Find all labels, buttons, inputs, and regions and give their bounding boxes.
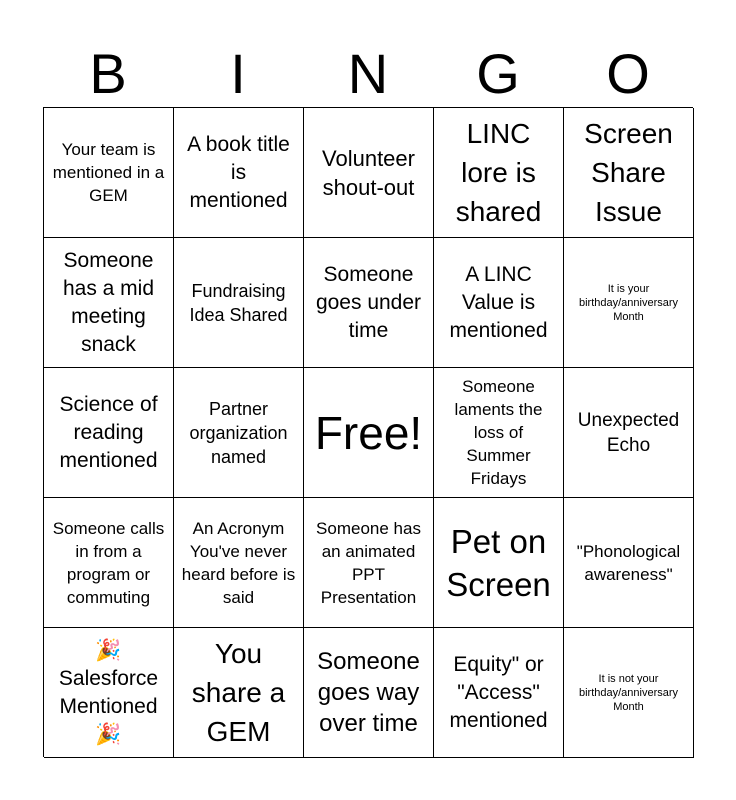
cell-text: An Acronym You've never heard before is said xyxy=(181,518,296,607)
bingo-cell-r1-c1[interactable] xyxy=(44,108,174,238)
cell-text: Someone laments the loss of Summer Fridays xyxy=(454,377,543,488)
cell-text: It is your birthday/anniversary Month xyxy=(578,282,679,323)
cell-text: Screen Share Issue xyxy=(584,118,673,227)
cell-text: Someone has a mid meeting snack xyxy=(62,248,155,356)
bingo-cell-r2-c2[interactable] xyxy=(174,238,304,368)
cell-text: Someone has an animated PPT Presentation xyxy=(316,518,421,607)
cell-text: Partner organization named xyxy=(189,398,288,467)
header-letter-o: O xyxy=(606,42,650,105)
bingo-cell-r1-c5[interactable] xyxy=(564,108,694,238)
header-letter-i: I xyxy=(230,42,246,105)
bingo-cell-r1-c4[interactable] xyxy=(434,108,564,238)
cell-text: Science of reading mentioned xyxy=(59,392,158,472)
cell-text: LINC lore is shared xyxy=(455,118,542,227)
cell-text: It is not your birthday/anniversary Month xyxy=(578,672,679,713)
cell-text: Equity" or "Access" mentioned xyxy=(449,652,548,732)
bingo-cell-r5-c3[interactable] xyxy=(304,628,434,758)
cell-text: A LINC Value is mentioned xyxy=(449,262,548,342)
header-letter-g: G xyxy=(476,42,520,105)
bingo-cell-r2-c1[interactable] xyxy=(44,238,174,368)
bingo-cell-r4-c4[interactable] xyxy=(434,498,564,628)
bingo-cell-r3-c5[interactable] xyxy=(564,368,694,498)
cell-text: "Phonological awareness" xyxy=(576,541,681,584)
bingo-cell-r1-c2[interactable] xyxy=(174,108,304,238)
cell-text: Someone goes way over time xyxy=(317,648,420,737)
cell-text: Fundraising Idea Shared xyxy=(189,280,288,325)
cell-text: 🎉 Salesforce Mentioned 🎉 xyxy=(58,638,159,746)
bingo-cell-r5-c2[interactable] xyxy=(174,628,304,758)
cell-text: Pet on Screen xyxy=(446,522,551,603)
bingo-cell-r1-c3[interactable] xyxy=(304,108,434,238)
cell-text: You share a GEM xyxy=(191,638,286,747)
cell-text: Someone calls in from a program or commuting xyxy=(52,518,165,607)
bingo-cell-r4-c3[interactable] xyxy=(304,498,434,628)
header-letter-n: N xyxy=(347,42,389,105)
bingo-cell-r3-c1[interactable] xyxy=(44,368,174,498)
bingo-cell-r2-c3[interactable] xyxy=(304,238,434,368)
bingo-header xyxy=(43,40,693,108)
bingo-cell-r4-c1[interactable] xyxy=(44,498,174,628)
bingo-grid xyxy=(43,107,693,757)
bingo-cell-r4-c5[interactable] xyxy=(564,498,694,628)
cell-text: Someone goes under time xyxy=(315,262,422,342)
cell-text: A book title is mentioned xyxy=(187,132,290,212)
bingo-cell-r3-c4[interactable] xyxy=(434,368,564,498)
bingo-cell-r3-c3[interactable] xyxy=(304,368,434,498)
bingo-cell-r5-c4[interactable] xyxy=(434,628,564,758)
bingo-cell-r2-c5[interactable] xyxy=(564,238,694,368)
bingo-cell-r4-c2[interactable] xyxy=(174,498,304,628)
bingo-cell-r5-c1[interactable] xyxy=(44,628,174,758)
bingo-cell-r5-c5[interactable] xyxy=(564,628,694,758)
bingo-cell-r2-c4[interactable] xyxy=(434,238,564,368)
free-space-text: Free! xyxy=(314,406,423,459)
cell-text: Unexpected Echo xyxy=(577,409,680,456)
header-letter-b: B xyxy=(89,42,127,105)
bingo-cell-r3-c2[interactable] xyxy=(174,368,304,498)
cell-text: Your team is mentioned in a GEM xyxy=(52,140,165,205)
cell-text: Volunteer shout-out xyxy=(322,145,415,200)
